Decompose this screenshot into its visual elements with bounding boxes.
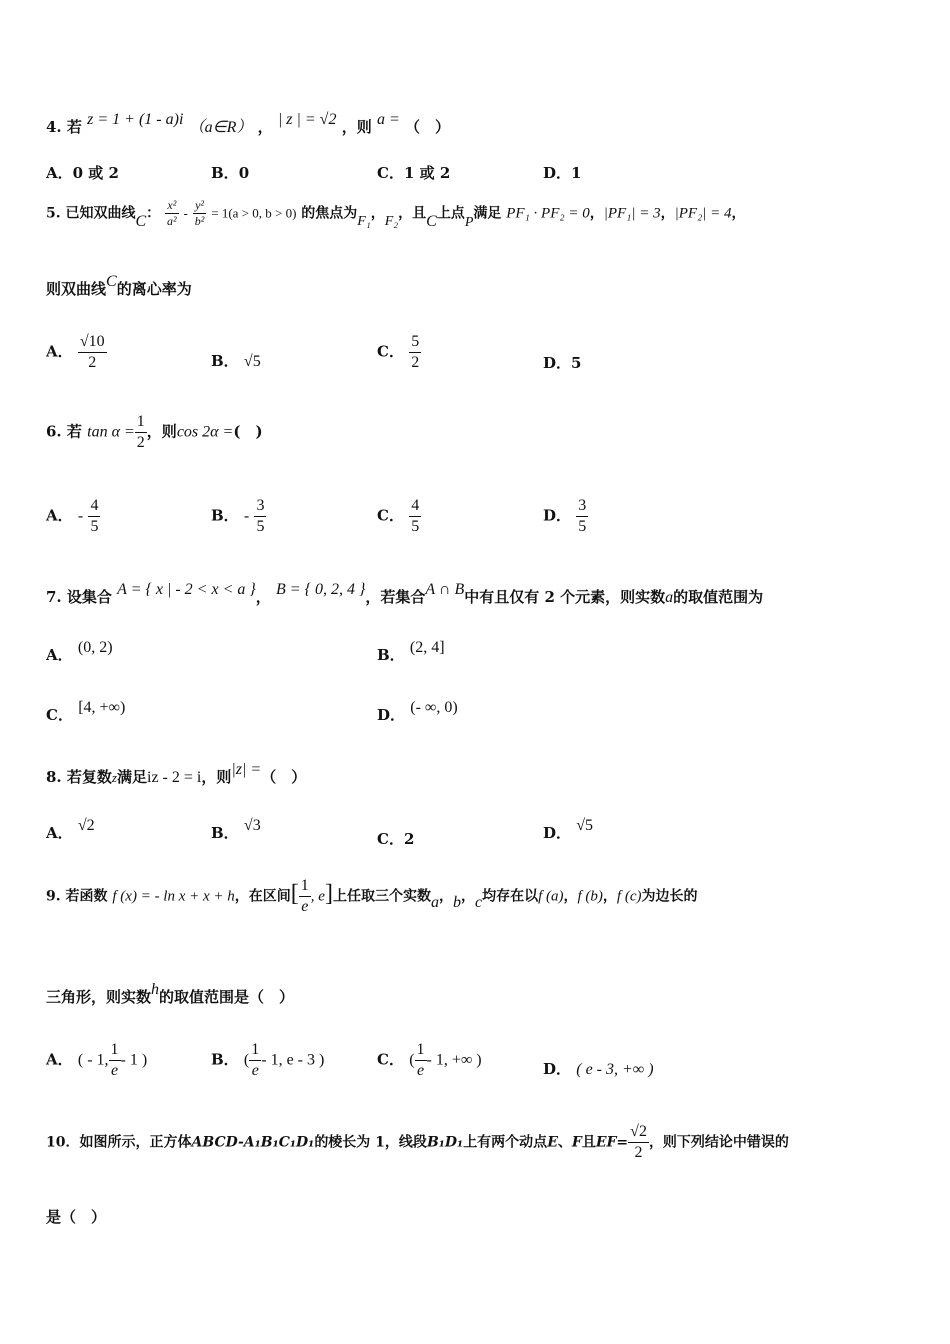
option-c: C． $\frac{5}{2}$ xyxy=(377,333,420,371)
option-d: D． (- ∞, 0) xyxy=(377,699,458,724)
option-a: A．0 或 2 xyxy=(46,164,119,182)
option-d: D． ( e - 3, +∞ ) xyxy=(543,1060,654,1078)
option-b: B． - $\frac{3}{5}$ xyxy=(211,497,265,535)
question-4: 4. 若 z = 1 + (1 - a)i （a∈R） ， | z | = √2 ，则 a = （ ） xyxy=(46,111,450,136)
option-b: B． (2, 4] xyxy=(377,639,445,664)
fraction-y2-b2: $\frac{\text{y²}}{\text{b²}}$ xyxy=(194,198,205,228)
option-c: C． $\frac{4}{5}$ xyxy=(377,497,420,535)
option-d: D． √5 xyxy=(543,817,594,842)
option-d: D．5 xyxy=(543,354,582,372)
question-10-line-2: 是（ ） xyxy=(46,1208,107,1226)
option-c: C．2 xyxy=(377,830,415,848)
option-d: D． $\frac{3}{5}$ xyxy=(543,497,587,535)
question-6: 6. 若 tan α = $\frac{1}{2}$ ，则cos 2α =( ) xyxy=(46,413,263,451)
question-9: 9. 若函数 f (x) = - ln x + x + h，在区间[ $\frac{1}{e}$ , e]上任取三个实数a，b，c均存在以f (a)，f (b)，f (c)为边长的 xyxy=(46,877,698,915)
option-b: B． ( $\frac{1}{e}$ - 1, e - 3 ) xyxy=(211,1041,325,1079)
option-a: A． (0, 2) xyxy=(46,639,113,664)
option-b: B． √5 xyxy=(211,352,261,370)
option-a: A． $\frac{√10}{2}$ xyxy=(46,333,105,371)
option-a: A． √2 xyxy=(46,817,95,842)
question-7: 7. 设集合 A = { x | - 2 < x < a }， B = { 0, 2, 4 }，若集合A ∩ B中有且仅有 2 个元素，则实数a的取值范围为 xyxy=(46,581,764,606)
option-b: B．0 xyxy=(211,164,250,182)
question-10: 10．如图所示，正方体ABCD-A₁B₁C₁D₁的棱长为 1，线段B₁D₁上有两个动点E、F且EF= $\frac{√2}{2}$ ，则下列结论中错误的 xyxy=(46,1123,789,1161)
question-8: 8. 若复数z满足iz - 2 = i，则|z| =（ ） xyxy=(46,761,307,786)
question-number: 4. xyxy=(46,118,62,136)
fraction-x2-a2: $\frac{\text{x²}}{\text{a²}}$ xyxy=(167,198,177,228)
option-c: C． [4, +∞) xyxy=(46,699,126,724)
option-a: A． ( - 1, $\frac{1}{e}$ - 1 ) xyxy=(46,1041,148,1079)
question-9-line-2: 三角形，则实数h的取值范围是（ ） xyxy=(46,981,295,1006)
option-c: C．1 或 2 xyxy=(377,164,451,182)
option-b: B． √3 xyxy=(211,817,261,842)
option-c: C． ( $\frac{1}{e}$ - 1, +∞ ) xyxy=(377,1041,482,1079)
option-d: D．1 xyxy=(543,164,582,182)
question-5: 5. 已知双曲线C： $\frac{\text{x²}}{\text{a²}}$ - $\frac{\text{y²}}{\text{b²}}$ = 1(a > 0, b > 0) 的焦点为F₁，F₂，且C上点P满足 PF₁ · PF₂ = 0，|PF₁| = 3，|PF₂| = 4， xyxy=(46,198,746,230)
question-5-line-2: 则双曲线C的离心率为 xyxy=(46,273,192,298)
option-a: A． - $\frac{4}{5}$ xyxy=(46,497,99,535)
